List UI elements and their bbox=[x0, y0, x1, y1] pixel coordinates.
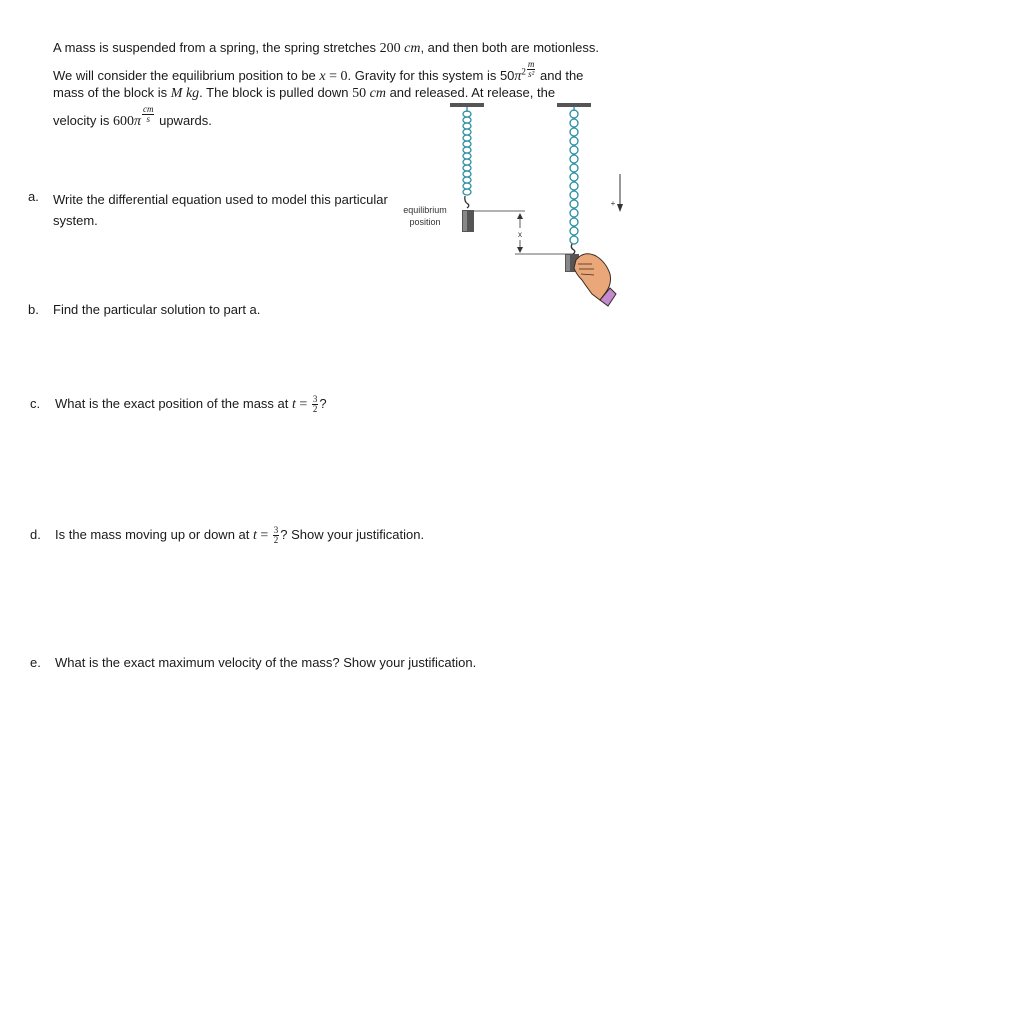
equilibrium-variable: x bbox=[319, 68, 326, 84]
question-text: system. bbox=[53, 213, 98, 228]
question-text: What is the exact maximum velocity of the mass? Show your justification. bbox=[55, 655, 477, 670]
question-letter: e. bbox=[30, 655, 41, 670]
time-fraction bbox=[273, 526, 280, 545]
equilibrium-value: 0 bbox=[340, 68, 348, 84]
equals-sign: = bbox=[295, 397, 311, 412]
fraction-numerator: 3 bbox=[273, 525, 279, 536]
question-e bbox=[30, 655, 41, 670]
question-letter: a. bbox=[28, 189, 39, 204]
stretch-value: 200 bbox=[379, 41, 401, 56]
fraction-numerator: m bbox=[527, 58, 535, 69]
fraction-denominator: 2 bbox=[273, 535, 279, 546]
pi-symbol: π bbox=[514, 68, 522, 84]
fraction-denominator: 2 bbox=[312, 404, 318, 415]
text-segment: . The block is pulled down bbox=[199, 85, 353, 100]
text-segment: and released. At release, the bbox=[385, 85, 556, 100]
pi-symbol: π bbox=[133, 113, 141, 129]
velocity-value: 600 bbox=[112, 113, 134, 129]
time-variable: t bbox=[252, 528, 257, 543]
ceiling-bar-left bbox=[450, 103, 484, 107]
hand-icon bbox=[574, 254, 616, 306]
fraction-numerator: cm bbox=[142, 103, 154, 114]
question-text: Write the differential equation used to model this particular bbox=[53, 192, 388, 207]
position-label: position bbox=[409, 217, 441, 227]
fraction-denominator: s bbox=[146, 113, 150, 124]
x-label: x bbox=[518, 230, 522, 239]
time-fraction bbox=[312, 395, 319, 414]
exponent: 2 bbox=[521, 66, 526, 77]
text-segment: and the bbox=[536, 67, 584, 83]
spring-right bbox=[570, 107, 578, 254]
pull-value: 50 bbox=[352, 86, 367, 101]
intro-line-2 bbox=[53, 60, 653, 83]
ceiling-bar-right bbox=[557, 103, 591, 107]
text-segment: . Gravity for this system is 50 bbox=[347, 67, 515, 83]
pull-unit: cm bbox=[366, 86, 386, 101]
question-c-text bbox=[55, 390, 327, 419]
question-b bbox=[28, 302, 39, 317]
positive-direction-arrow bbox=[617, 174, 623, 212]
question-letter: d. bbox=[30, 527, 41, 542]
fraction-numerator: 3 bbox=[312, 394, 318, 405]
question-letter: b. bbox=[28, 302, 39, 317]
spring-mass-diagram bbox=[380, 98, 630, 308]
question-b-text bbox=[53, 302, 260, 317]
question-d bbox=[30, 527, 41, 542]
velocity-unit-fraction bbox=[142, 105, 155, 124]
text-segment: mass of the block is bbox=[53, 85, 171, 100]
question-a bbox=[28, 189, 39, 204]
text-segment: velocity is bbox=[53, 112, 113, 128]
equals-sign: = bbox=[325, 68, 341, 84]
question-e-text bbox=[55, 655, 476, 670]
text-segment: , and then both are motionless. bbox=[420, 40, 599, 55]
plus-label: + bbox=[610, 199, 616, 208]
question-text: ? Show your justification. bbox=[280, 527, 425, 542]
gravity-unit-fraction bbox=[527, 60, 536, 79]
question-text: Is the mass moving up or down at bbox=[55, 527, 253, 542]
question-text: Find the particular solution to part a. bbox=[53, 302, 261, 317]
question-text: ? bbox=[319, 396, 327, 411]
question-c bbox=[30, 396, 40, 411]
equilibrium-label: equilibrium bbox=[403, 205, 447, 215]
text-segment: upwards. bbox=[155, 112, 212, 128]
fraction-denominator: s² bbox=[528, 68, 535, 79]
intro-line-1 bbox=[53, 37, 653, 60]
text-segment: A mass is suspended from a spring, the spring stretches bbox=[53, 40, 380, 55]
text-segment: We will consider the equilibrium position to be bbox=[53, 67, 320, 83]
question-d-text bbox=[55, 521, 424, 550]
question-letter: c. bbox=[30, 396, 41, 411]
question-text: What is the exact position of the mass at bbox=[55, 396, 293, 411]
stretch-unit: cm bbox=[400, 41, 421, 56]
time-variable: t bbox=[292, 397, 296, 412]
question-a-text bbox=[53, 189, 388, 231]
equals-sign: = bbox=[256, 528, 272, 543]
spring-left bbox=[463, 107, 471, 208]
mass-variable: M kg bbox=[170, 86, 200, 101]
